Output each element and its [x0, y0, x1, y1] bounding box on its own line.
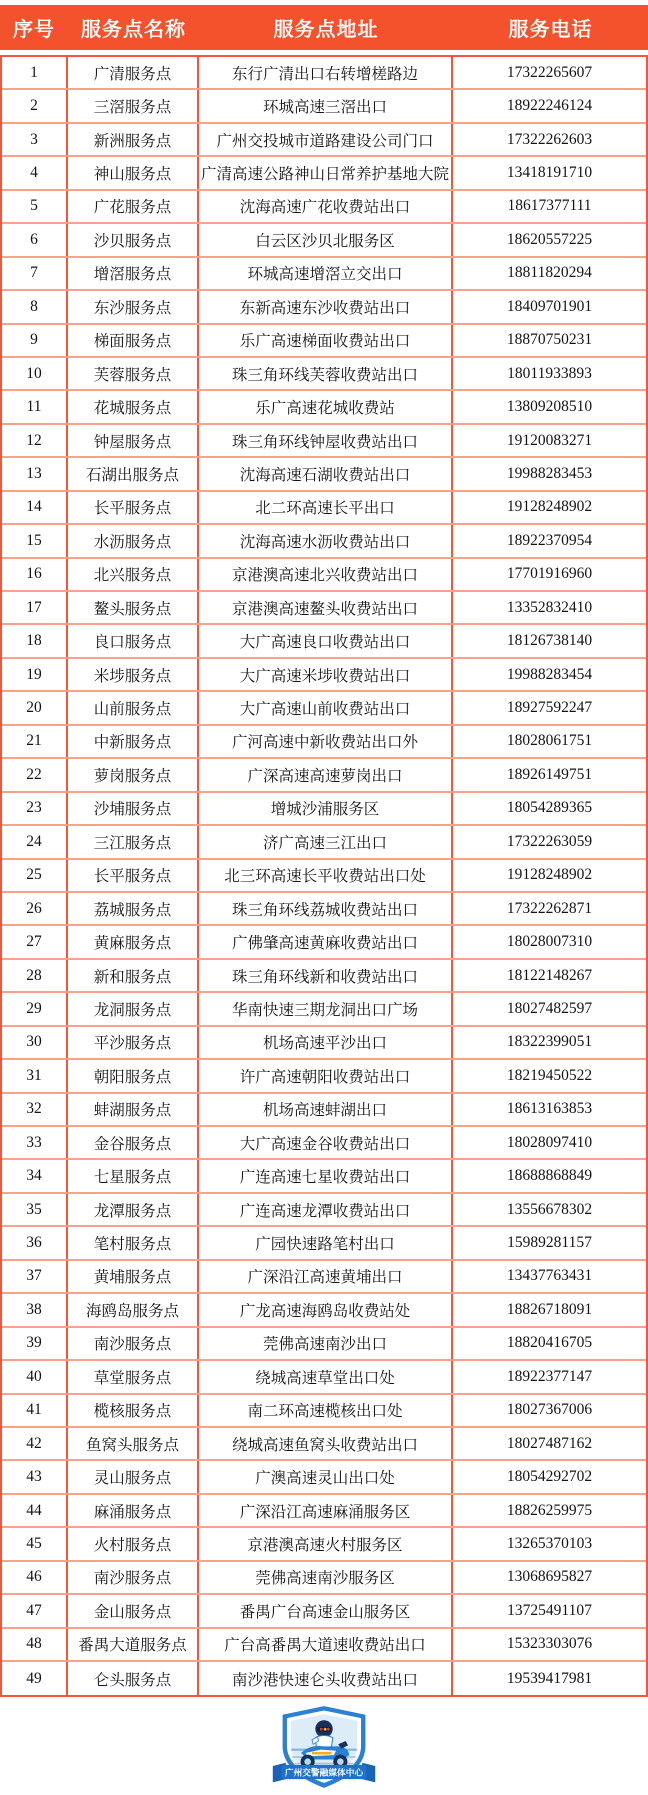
- service-phone: 18826718091: [506, 1300, 593, 1318]
- service-point-name: 南沙服务点: [68, 1562, 199, 1593]
- service-point-address: 北三环高速长平收费站出口处: [199, 860, 453, 891]
- table-row: [2, 57, 646, 90]
- service-phone: 18620557225: [506, 230, 593, 248]
- row-index: 42: [2, 1428, 68, 1459]
- service-phone: 18322399051: [506, 1033, 593, 1051]
- service-phone: 18811820294: [507, 264, 592, 282]
- service-point-address: 广深高速高速萝岗出口: [199, 759, 453, 790]
- table-row: [2, 258, 646, 291]
- table-row: [2, 525, 646, 558]
- service-point-name: 增滘服务点: [68, 258, 199, 289]
- service-point-address: 广澳高速灵山出口处: [199, 1461, 453, 1492]
- service-phone: 18028007310: [506, 933, 593, 951]
- footer-logo: [264, 1705, 384, 1795]
- service-point-address: 乐广高速梯面收费站出口: [199, 325, 453, 356]
- service-phone: 19128248902: [506, 866, 593, 884]
- service-phone: 17322262603: [506, 130, 593, 148]
- table-row: [2, 391, 646, 424]
- service-point-name: 鱼窝头服务点: [68, 1428, 199, 1459]
- service-point-address: 环城高速增滘立交出口: [199, 258, 453, 289]
- service-point-address: 广州交投城市道路建设公司门口: [199, 124, 453, 155]
- service-point-address: 白云区沙贝北服务区: [199, 224, 453, 255]
- service-point-address: 莞佛高速南沙出口: [199, 1328, 453, 1359]
- service-point-address: 莞佛高速南沙服务区: [199, 1562, 453, 1593]
- service-point-name: 沙贝服务点: [68, 224, 199, 255]
- service-phone: 18054292702: [506, 1468, 593, 1486]
- service-point-name: 广花服务点: [68, 191, 199, 222]
- service-phone: 18126738140: [506, 632, 593, 650]
- service-point-name: 神山服务点: [68, 157, 199, 188]
- service-phone: 18011933893: [507, 364, 592, 382]
- service-point-name: 金谷服务点: [68, 1127, 199, 1158]
- row-index: 20: [2, 692, 68, 723]
- table-header: [0, 5, 648, 50]
- service-phone: 18922246124: [506, 97, 593, 115]
- service-point-name: 石湖出服务点: [68, 458, 199, 489]
- service-point-name: 金山服务点: [68, 1595, 199, 1626]
- service-point-name: 龙洞服务点: [68, 993, 199, 1024]
- table-row: [2, 325, 646, 358]
- service-point-name: 黄埔服务点: [68, 1261, 199, 1292]
- service-phone: 17322265607: [506, 63, 593, 81]
- table-row: [2, 926, 646, 959]
- service-point-name: 花城服务点: [68, 391, 199, 422]
- row-index: 3: [2, 124, 68, 155]
- service-phone: 13437763431: [506, 1267, 593, 1285]
- table-row: [2, 625, 646, 658]
- table-row: [2, 726, 646, 759]
- service-phone: 18820416705: [506, 1334, 593, 1352]
- service-point-address: 南二环高速榄核出口处: [199, 1395, 453, 1426]
- service-point-address: 沈海高速石湖收费站出口: [199, 458, 453, 489]
- table-row: [2, 893, 646, 926]
- row-index: 7: [2, 258, 68, 289]
- service-point-name: 蚌湖服务点: [68, 1094, 199, 1125]
- service-point-name: 榄核服务点: [68, 1395, 199, 1426]
- header-col-phone: 服务电话: [508, 19, 593, 41]
- service-point-address: 广龙高速海鸥岛收费站处: [199, 1294, 453, 1325]
- row-index: 35: [2, 1194, 68, 1225]
- service-phone: 13809208510: [506, 398, 593, 416]
- table-row: [2, 358, 646, 391]
- row-index: 1: [2, 57, 68, 88]
- service-point-address: 广台高番禺大道速收费站出口: [199, 1629, 453, 1660]
- service-point-table: [0, 55, 648, 1697]
- service-point-name: 三江服务点: [68, 826, 199, 857]
- service-point-address: 沈海高速广花收费站出口: [199, 191, 453, 222]
- table-row: [2, 1528, 646, 1561]
- row-index: 27: [2, 926, 68, 957]
- service-point-address: 绕城高速鱼窝头收费站出口: [199, 1428, 453, 1459]
- service-point-address: 京港澳高速鳌头收费站出口: [199, 592, 453, 623]
- service-phone: 13068695827: [506, 1568, 593, 1586]
- service-phone: 18826259975: [506, 1501, 593, 1519]
- row-index: 32: [2, 1094, 68, 1125]
- table-row: [2, 793, 646, 826]
- service-phone: 18027367006: [506, 1401, 593, 1419]
- service-phone: 18922377147: [506, 1367, 593, 1385]
- service-phone: 19539417981: [506, 1669, 593, 1687]
- table-row: [2, 124, 646, 157]
- service-point-name: 东沙服务点: [68, 291, 199, 322]
- service-point-address: 广深沿江高速黄埔出口: [199, 1261, 453, 1292]
- service-point-name: 长平服务点: [68, 492, 199, 523]
- table-row: [2, 157, 646, 190]
- service-phone: 19128248902: [506, 498, 593, 516]
- row-index: 24: [2, 826, 68, 857]
- service-phone: 17701916960: [506, 565, 593, 583]
- row-index: 25: [2, 860, 68, 891]
- row-index: 38: [2, 1294, 68, 1325]
- service-point-address: 广河高速中新收费站出口外: [199, 726, 453, 757]
- service-point-address: 珠三角环线新和收费站出口: [199, 960, 453, 991]
- row-index: 21: [2, 726, 68, 757]
- table-row: [2, 659, 646, 692]
- table-row: [2, 559, 646, 592]
- row-index: 10: [2, 358, 68, 389]
- header-col-address: 服务点地址: [273, 19, 379, 41]
- service-phone: 13556678302: [506, 1200, 593, 1218]
- table-row: [2, 1428, 646, 1461]
- row-index: 8: [2, 291, 68, 322]
- service-phone: 18409701901: [506, 297, 593, 315]
- table-row: [2, 1227, 646, 1260]
- service-point-address: 东行广清出口右转增槎路边: [199, 57, 453, 88]
- service-point-name: 水沥服务点: [68, 525, 199, 556]
- row-index: 16: [2, 559, 68, 590]
- row-index: 12: [2, 425, 68, 456]
- table-row: [2, 1194, 646, 1227]
- service-point-name: 良口服务点: [68, 625, 199, 656]
- row-index: 17: [2, 592, 68, 623]
- table-row: [2, 1060, 646, 1093]
- table-row: [2, 1395, 646, 1428]
- row-index: 47: [2, 1595, 68, 1626]
- table-row: [2, 458, 646, 491]
- service-point-address: 珠三角环线荔城收费站出口: [199, 893, 453, 924]
- row-index: 36: [2, 1227, 68, 1258]
- service-phone: 18688868849: [506, 1167, 593, 1185]
- row-index: 26: [2, 893, 68, 924]
- service-point-name: 鳌头服务点: [68, 592, 199, 623]
- table-row: [2, 1361, 646, 1394]
- service-point-address: 大广高速金谷收费站出口: [199, 1127, 453, 1158]
- service-phone: 18870750231: [506, 331, 593, 349]
- row-index: 46: [2, 1562, 68, 1593]
- row-index: 37: [2, 1261, 68, 1292]
- service-phone: 18219450522: [506, 1066, 593, 1084]
- service-phone: 18613163853: [506, 1100, 593, 1118]
- service-point-address: 番禺广台高速金山服务区: [199, 1595, 453, 1626]
- service-point-address: 大广高速米埗收费站出口: [199, 659, 453, 690]
- table-row: [2, 1595, 646, 1628]
- service-phone: 18927592247: [506, 699, 593, 717]
- service-point-name: 新洲服务点: [68, 124, 199, 155]
- table-row: [2, 826, 646, 859]
- service-point-name: 中新服务点: [68, 726, 199, 757]
- service-phone: 19988283454: [506, 665, 593, 683]
- service-point-name: 南沙服务点: [68, 1328, 199, 1359]
- service-phone: 15323303076: [506, 1635, 593, 1653]
- row-index: 41: [2, 1395, 68, 1426]
- table-row: [2, 191, 646, 224]
- table-row: [2, 425, 646, 458]
- service-point-name: 北兴服务点: [68, 559, 199, 590]
- service-point-address: 乐广高速花城收费站: [199, 391, 453, 422]
- service-point-address: 京港澳高速火村服务区: [199, 1528, 453, 1559]
- row-index: 45: [2, 1528, 68, 1559]
- service-point-address: 北二环高速长平出口: [199, 492, 453, 523]
- table-row: [2, 1094, 646, 1127]
- row-index: 4: [2, 157, 68, 188]
- service-point-name: 朝阳服务点: [68, 1060, 199, 1091]
- service-point-name: 梯面服务点: [68, 325, 199, 356]
- row-index: 19: [2, 659, 68, 690]
- table-row: [2, 860, 646, 893]
- row-index: 11: [2, 391, 68, 422]
- table-row: [2, 1294, 646, 1327]
- row-index: 22: [2, 759, 68, 790]
- header-col-index: 序号: [13, 19, 55, 41]
- badge-banner-text: 广州交警融媒体中心: [284, 1767, 364, 1778]
- service-point-address: 大广高速山前收费站出口: [199, 692, 453, 723]
- service-point-name: 芙蓉服务点: [68, 358, 199, 389]
- service-point-name: 长平服务点: [68, 860, 199, 891]
- service-point-name: 火村服务点: [68, 1528, 199, 1559]
- row-index: 2: [2, 90, 68, 121]
- service-phone: 19120083271: [506, 431, 593, 449]
- service-point-name: 钟屋服务点: [68, 425, 199, 456]
- service-phone: 18027482597: [506, 999, 593, 1017]
- service-point-address: 东新高速东沙收费站出口: [199, 291, 453, 322]
- service-point-name: 草堂服务点: [68, 1361, 199, 1392]
- service-point-address: 广连高速七星收费站出口: [199, 1160, 453, 1191]
- service-point-address: 广深沿江高速麻涌服务区: [199, 1495, 453, 1526]
- service-phone: 18617377111: [507, 197, 592, 215]
- service-phone: 18028061751: [506, 732, 593, 750]
- row-index: 34: [2, 1160, 68, 1191]
- service-point-name: 萝岗服务点: [68, 759, 199, 790]
- service-point-address: 绕城高速草堂出口处: [199, 1361, 453, 1392]
- service-point-name: 山前服务点: [68, 692, 199, 723]
- row-index: 30: [2, 1027, 68, 1058]
- service-point-address: 广园快速路笔村出口: [199, 1227, 453, 1258]
- service-phone: 17322263059: [506, 832, 593, 850]
- row-index: 18: [2, 625, 68, 656]
- service-phone: 19988283453: [506, 464, 593, 482]
- service-point-name: 麻涌服务点: [68, 1495, 199, 1526]
- row-index: 15: [2, 525, 68, 556]
- table-row: [2, 1027, 646, 1060]
- service-phone: 18926149751: [506, 765, 593, 783]
- header-col-name: 服务点名称: [81, 19, 186, 41]
- table-row: [2, 1461, 646, 1494]
- row-index: 31: [2, 1060, 68, 1091]
- service-phone: 13725491107: [507, 1601, 592, 1619]
- service-point-address: 广连高速龙潭收费站出口: [199, 1194, 453, 1225]
- service-point-name: 龙潭服务点: [68, 1194, 199, 1225]
- row-index: 49: [2, 1662, 68, 1695]
- row-index: 33: [2, 1127, 68, 1158]
- service-point-name: 新和服务点: [68, 960, 199, 991]
- row-index: 6: [2, 224, 68, 255]
- row-index: 23: [2, 793, 68, 824]
- table-row: [2, 224, 646, 257]
- police-badge-icon: [264, 1705, 384, 1790]
- row-index: 14: [2, 492, 68, 523]
- service-point-address: 华南快速三期龙洞出口广场: [199, 993, 453, 1024]
- row-index: 48: [2, 1629, 68, 1660]
- service-point-name: 平沙服务点: [68, 1027, 199, 1058]
- table-row: [2, 1662, 646, 1695]
- service-point-address: 机场高速平沙出口: [199, 1027, 453, 1058]
- service-point-address: 济广高速三江出口: [199, 826, 453, 857]
- table-row: [2, 692, 646, 725]
- service-point-name: 番禺大道服务点: [68, 1629, 199, 1660]
- service-phone: 17322262871: [506, 899, 593, 917]
- service-phone: 13418191710: [506, 164, 593, 182]
- service-phone: 18122148267: [506, 966, 593, 984]
- service-phone: 18922370954: [506, 531, 593, 549]
- row-index: 9: [2, 325, 68, 356]
- service-point-address: 南沙港快速仑头收费站出口: [199, 1662, 453, 1695]
- service-phone: 15989281157: [507, 1234, 592, 1252]
- table-row: [2, 492, 646, 525]
- row-index: 28: [2, 960, 68, 991]
- service-point-name: 三滘服务点: [68, 90, 199, 121]
- service-point-address: 许广高速朝阳收费站出口: [199, 1060, 453, 1091]
- table-row: [2, 1328, 646, 1361]
- service-point-name: 仑头服务点: [68, 1662, 199, 1695]
- service-point-name: 广清服务点: [68, 57, 199, 88]
- table-row: [2, 1261, 646, 1294]
- table-row: [2, 1160, 646, 1193]
- service-point-name: 灵山服务点: [68, 1461, 199, 1492]
- table-row: [2, 1127, 646, 1160]
- row-index: 40: [2, 1361, 68, 1392]
- service-point-address: 大广高速良口收费站出口: [199, 625, 453, 656]
- service-point-name: 黄麻服务点: [68, 926, 199, 957]
- service-point-address: 广佛肇高速黄麻收费站出口: [199, 926, 453, 957]
- row-index: 44: [2, 1495, 68, 1526]
- service-point-name: 海鸥岛服务点: [68, 1294, 199, 1325]
- service-point-address: 增城沙浦服务区: [199, 793, 453, 824]
- table-row: [2, 90, 646, 123]
- service-phone: 18027487162: [506, 1434, 593, 1452]
- service-phone: 13265370103: [506, 1534, 593, 1552]
- service-point-address: 京港澳高速北兴收费站出口: [199, 559, 453, 590]
- table-row: [2, 291, 646, 324]
- table-row: [2, 759, 646, 792]
- row-index: 5: [2, 191, 68, 222]
- service-point-address: 广清高速公路神山日常养护基地大院: [199, 157, 453, 188]
- table-row: [2, 592, 646, 625]
- table-row: [2, 993, 646, 1026]
- table-row: [2, 1629, 646, 1662]
- table-row: [2, 1562, 646, 1595]
- row-index: 43: [2, 1461, 68, 1492]
- table-row: [2, 960, 646, 993]
- service-phone: 18028097410: [506, 1133, 593, 1151]
- service-point-name: 米埗服务点: [68, 659, 199, 690]
- service-point-address: 珠三角环线钟屋收费站出口: [199, 425, 453, 456]
- service-point-name: 笔村服务点: [68, 1227, 199, 1258]
- service-point-address: 珠三角环线芙蓉收费站出口: [199, 358, 453, 389]
- service-point-name: 七星服务点: [68, 1160, 199, 1191]
- service-point-address: 沈海高速水沥收费站出口: [199, 525, 453, 556]
- row-index: 29: [2, 993, 68, 1024]
- service-point-address: 机场高速蚌湖出口: [199, 1094, 453, 1125]
- row-index: 13: [2, 458, 68, 489]
- service-phone: 18054289365: [506, 799, 593, 817]
- service-point-name: 沙埔服务点: [68, 793, 199, 824]
- table-row: [2, 1495, 646, 1528]
- service-point-name: 荔城服务点: [68, 893, 199, 924]
- row-index: 39: [2, 1328, 68, 1359]
- service-point-address: 环城高速三滘出口: [199, 90, 453, 121]
- service-phone: 13352832410: [506, 598, 593, 616]
